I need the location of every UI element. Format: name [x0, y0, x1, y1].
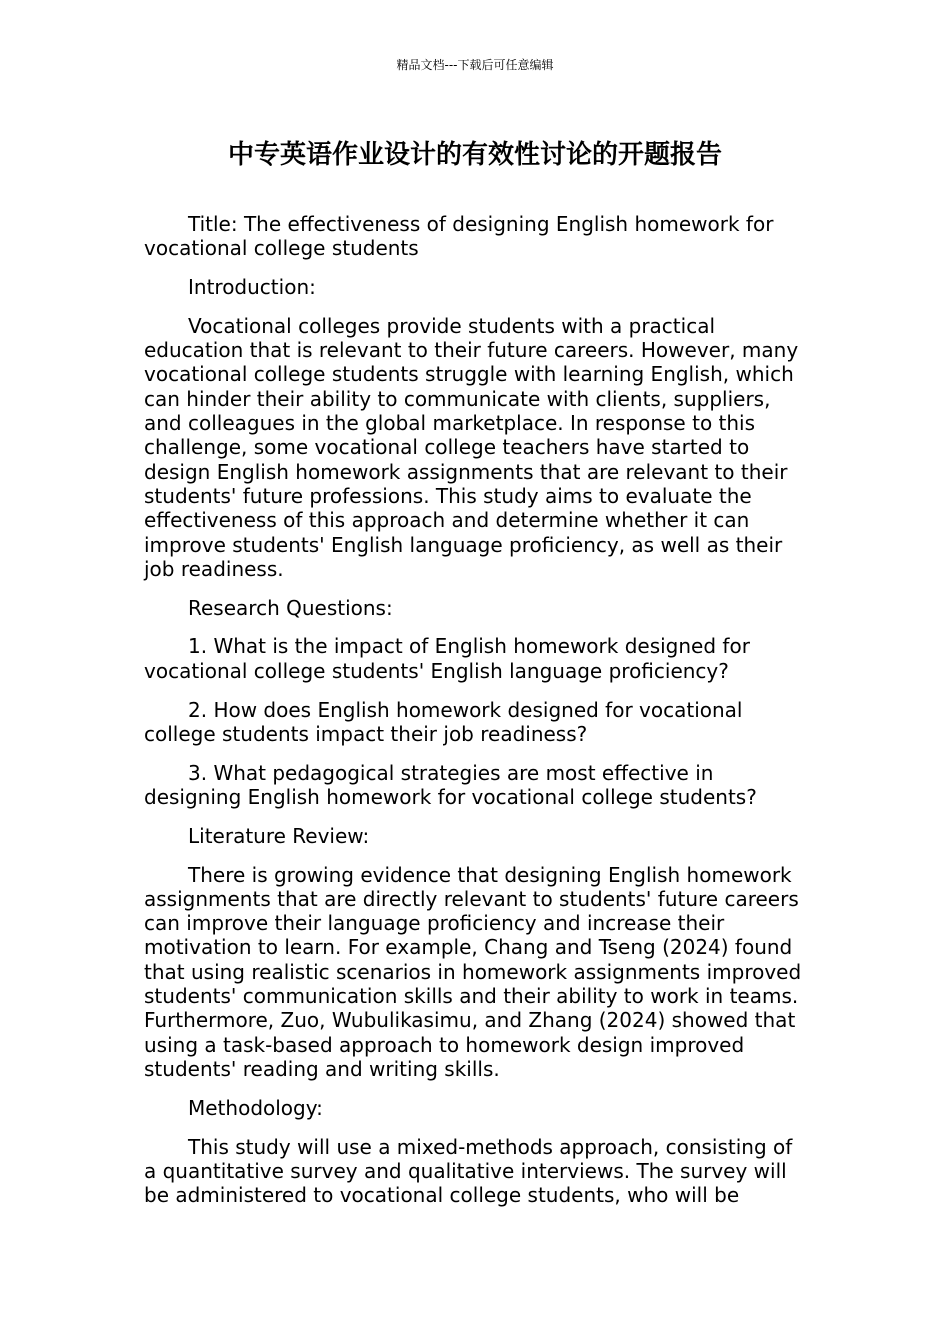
research-question-2: 2. How does English homework designed for vocational college students impact their job readiness?: [144, 697, 743, 746]
document-body: [144, 212, 808, 1222]
paragraph-title-line: Title: The effectiveness of designing English homework for vocational college students: [144, 212, 774, 261]
heading-literature-review: Literature Review:: [188, 823, 370, 848]
heading-methodology: Methodology:: [188, 1095, 323, 1120]
research-question-3: 3. What pedagogical strategies are most effective in designing English homework for vocational college students?: [144, 760, 757, 809]
document-title: 中专英语作业设计的有效性讨论的开题报告: [227, 140, 722, 170]
heading-introduction: Introduction:: [188, 275, 316, 300]
research-question-1: 1. What is the impact of English homework designed for vocational college students' English language proficiency?: [144, 634, 750, 683]
paragraph-methodology: This study will use a mixed-methods approach, consisting of a quantitative survey and qualitative interviews. The survey will be administered to vocational college students, who will be: [144, 1134, 793, 1208]
paragraph-introduction: Vocational colleges provide students with a practical education that is relevant to their future careers. However, many vocational college students struggle with learning English, which can hinder their ability to communicate with clients, suppliers, and colleagues in the global marketplace. In response to this challenge, some vocational college teachers have started to design English homework assignments that are relevant to their students' future professions. This study aims to evaluate the effectiveness of this approach and determine whether it can improve students' English language proficiency, as well as their job readiness.: [144, 313, 799, 581]
paragraph-literature-review: There is growing evidence that designing English homework assignments that are directly relevant to students' future careers can improve their language proficiency and increase their motivation to learn. For example, Chang and Tseng (2024) found that using realistic scenarios in homework assignments improved students' communication skills and their ability to work in teams. Furthermore, Zuo, Wubulikasimu, and Zhang (2024) showed that using a task-based approach to homework design improved students' reading and writing skills.: [144, 862, 802, 1081]
page-header-note: 精品文档---下载后可任意编辑: [396, 58, 554, 72]
heading-research-questions: Research Questions:: [188, 595, 393, 620]
